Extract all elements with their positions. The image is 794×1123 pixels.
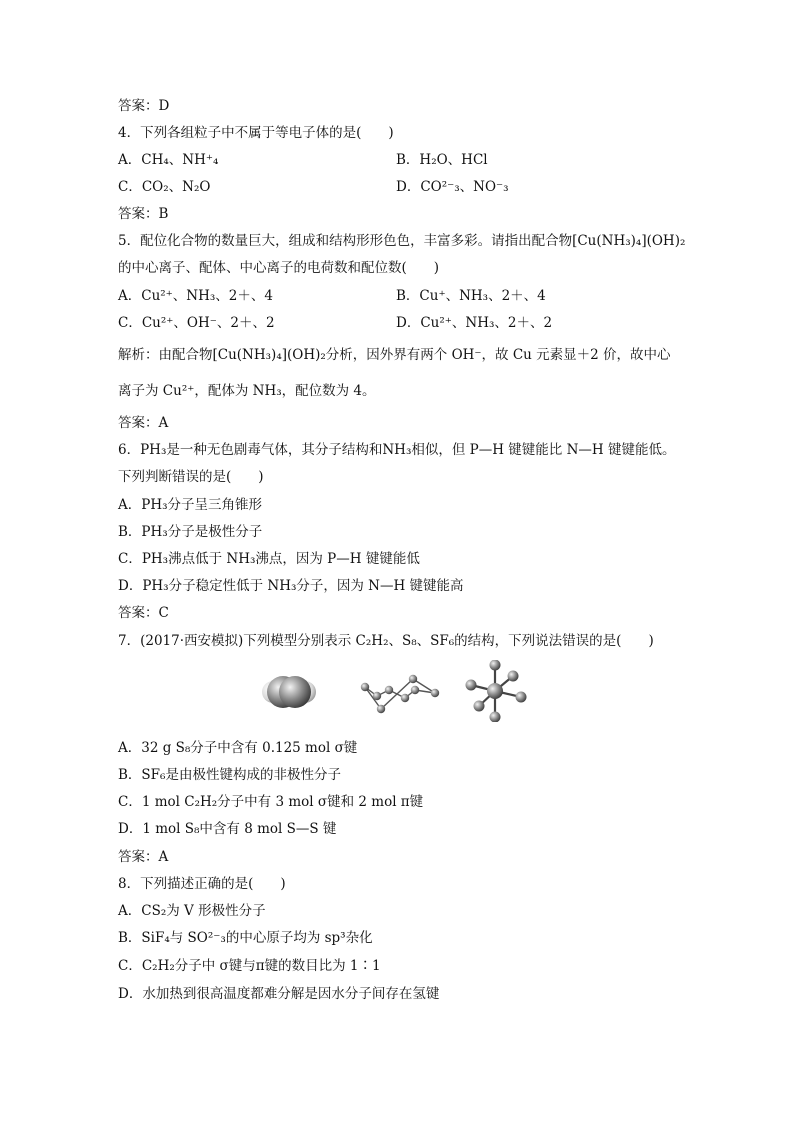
sulfur-atom: [411, 686, 419, 694]
question-4: 4．下列各组粒子中不属于等电子体的是( ): [118, 125, 394, 141]
molecule-models: [255, 660, 545, 722]
explanation-5-line-1: 解析：由配合物[Cu(NH₃)₄](OH)₂分析，因外界有两个 OH⁻，故 Cu 元素显＋2 价，故中心: [118, 347, 671, 363]
sulfur-atom: [373, 692, 381, 700]
question-8: 8．下列描述正确的是( ): [118, 876, 286, 892]
sulfur-atom: [377, 705, 385, 713]
fluorine-atom: [516, 692, 527, 703]
answer-7: 答案：A: [118, 849, 169, 865]
fluorine-atom: [490, 712, 501, 723]
q5-option-d: D．Cu²⁺、NH₃、2＋、2: [396, 315, 553, 331]
sulfur-atom: [385, 686, 393, 694]
c2h2-model: [262, 676, 316, 708]
answer-5: 答案：A: [118, 415, 169, 431]
q8-option-a: A．CS₂为 V 形极性分子: [118, 903, 266, 919]
sulfur-atom: [431, 689, 439, 697]
q7-option-d: D．1 mol S₈中含有 8 mol S—S 键: [118, 821, 337, 837]
q8-option-c: C．C₂H₂分子中 σ键与π键的数目比为 1∶1: [118, 958, 381, 974]
fluorine-atom: [466, 680, 477, 691]
sulfur-center-atom: [487, 683, 503, 699]
q6-option-b: B．PH₃分子是极性分子: [118, 524, 263, 540]
q4-option-a: A．CH₄、NH⁺₄: [118, 152, 219, 168]
answer-3: 答案：D: [118, 98, 170, 114]
q4-option-b: B．H₂O、HCl: [396, 152, 488, 168]
question-6-line-1: 6．PH₃是一种无色剧毒气体，其分子结构和NH₃相似，但 P—H 键键能比 N—H 键键能低。: [118, 442, 676, 458]
q7-option-c: C．1 mol C₂H₂分子中有 3 mol σ键和 2 mol π键: [118, 794, 424, 810]
carbon-atom-right: [279, 676, 311, 708]
fluorine-atom: [474, 701, 485, 712]
fluorine-atom: [508, 671, 519, 682]
question-5-line-1: 5．配位化合物的数量巨大，组成和结构形形色色，丰富多彩。请指出配合物[Cu(NH₃)₄](OH)₂: [118, 233, 686, 249]
q4-option-c: C．CO₂、N₂O: [118, 179, 211, 195]
q7-option-a: A．32 g S₈分子中含有 0.125 mol σ键: [118, 740, 358, 756]
sulfur-atom: [409, 675, 417, 683]
q5-option-c: C．Cu²⁺、OH⁻、2＋、2: [118, 315, 275, 331]
q7-option-b: B．SF₆是由极性键构成的非极性分子: [118, 767, 341, 783]
fluorine-atom: [490, 660, 501, 671]
explanation-5-line-2: 离子为 Cu²⁺，配体为 NH₃，配位数为 4。: [118, 383, 376, 399]
q8-option-b: B．SiF₄与 SO²⁻₃的中心原子均为 sp³杂化: [118, 930, 373, 946]
q5-option-b: B．Cu⁺、NH₃、2＋、4: [396, 288, 546, 304]
q8-option-d: D．水加热到很高温度都难分解是因水分子间存在氢键: [118, 986, 440, 1002]
q6-option-d: D．PH₃分子稳定性低于 NH₃分子，因为 N—H 键键能高: [118, 578, 464, 594]
sulfur-atom: [401, 694, 409, 702]
sulfur-atom: [361, 683, 369, 691]
q6-option-a: A．PH₃分子呈三角锥形: [118, 497, 263, 513]
q5-option-a: A．Cu²⁺、NH₃、2＋、4: [118, 288, 273, 304]
answer-6: 答案：C: [118, 605, 169, 621]
answer-4: 答案：B: [118, 206, 169, 222]
question-7: 7．(2017·西安模拟)下列模型分别表示 C₂H₂、S₈、SF₆的结构，下列说法错误的是( ): [118, 633, 654, 649]
sf6-model: [466, 660, 527, 722]
question-6-line-2: 下列判断错误的是( ): [118, 469, 264, 485]
q6-option-c: C．PH₃沸点低于 NH₃沸点，因为 P—H 键键能低: [118, 551, 420, 567]
q4-option-d: D．CO²⁻₃、NO⁻₃: [396, 179, 509, 195]
s8-model: [361, 675, 439, 713]
question-5-line-2: 的中心离子、配体、中心离子的电荷数和配位数( ): [118, 260, 440, 276]
